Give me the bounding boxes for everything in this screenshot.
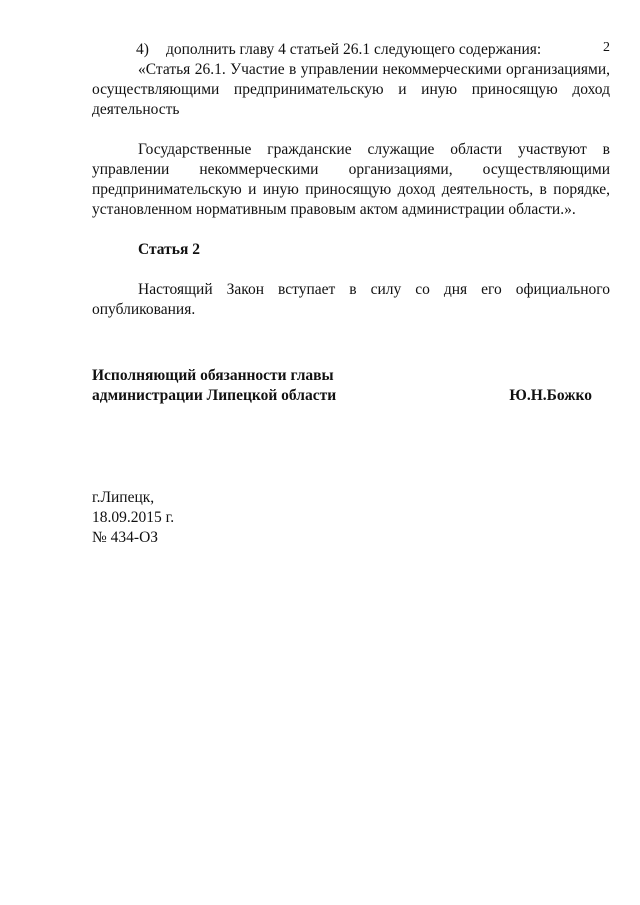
item-number: 4) <box>136 41 149 58</box>
signatory-title-line-1: Исполняющий обязанности главы <box>92 367 334 384</box>
footer-city: г.Липецк, <box>92 489 155 506</box>
civil-servants-paragraph <box>92 140 610 220</box>
servants-line-2: управлении некоммерческими организациями, осуществляющими <box>92 161 610 178</box>
article-26-1-line-1: «Статья 26.1. Участие в управлении некоммерческими организациями, <box>138 61 610 78</box>
amendment-item-4 <box>92 40 610 60</box>
signature-block <box>92 366 592 406</box>
document-body <box>92 40 610 340</box>
signatory-name: Ю.Н.Божко <box>509 387 592 404</box>
signatory-title-line-2: администрации Липецкой области <box>92 387 337 404</box>
article-2-line-1: Настоящий Закон вступает в силу со дня его официального <box>138 281 610 298</box>
servants-line-3: предпринимательскую и иную приносящую доход деятельность, в порядке, <box>92 181 610 198</box>
article-2-line-2: опубликования. <box>92 301 196 318</box>
article-26-1-line-2: осуществляющими предпринимательскую и иную приносящую доход <box>92 81 610 98</box>
item-text: дополнить главу 4 статьей 26.1 следующего содержания: <box>166 41 542 58</box>
footer-date: 18.09.2015 г. <box>92 509 175 526</box>
article-2-paragraph <box>92 280 610 320</box>
page-number: 2 <box>603 40 610 55</box>
servants-line-4: установленном нормативным правовым актом администрации области.». <box>92 201 576 218</box>
footer-law-number: № 434-ОЗ <box>92 529 159 546</box>
article-2-heading: Статья 2 <box>138 241 200 258</box>
article-26-1-title <box>92 60 610 120</box>
article-26-1-line-3: деятельность <box>92 101 180 118</box>
document-footer <box>92 488 174 548</box>
servants-line-1: Государственные гражданские служащие области участвуют в <box>138 141 610 158</box>
